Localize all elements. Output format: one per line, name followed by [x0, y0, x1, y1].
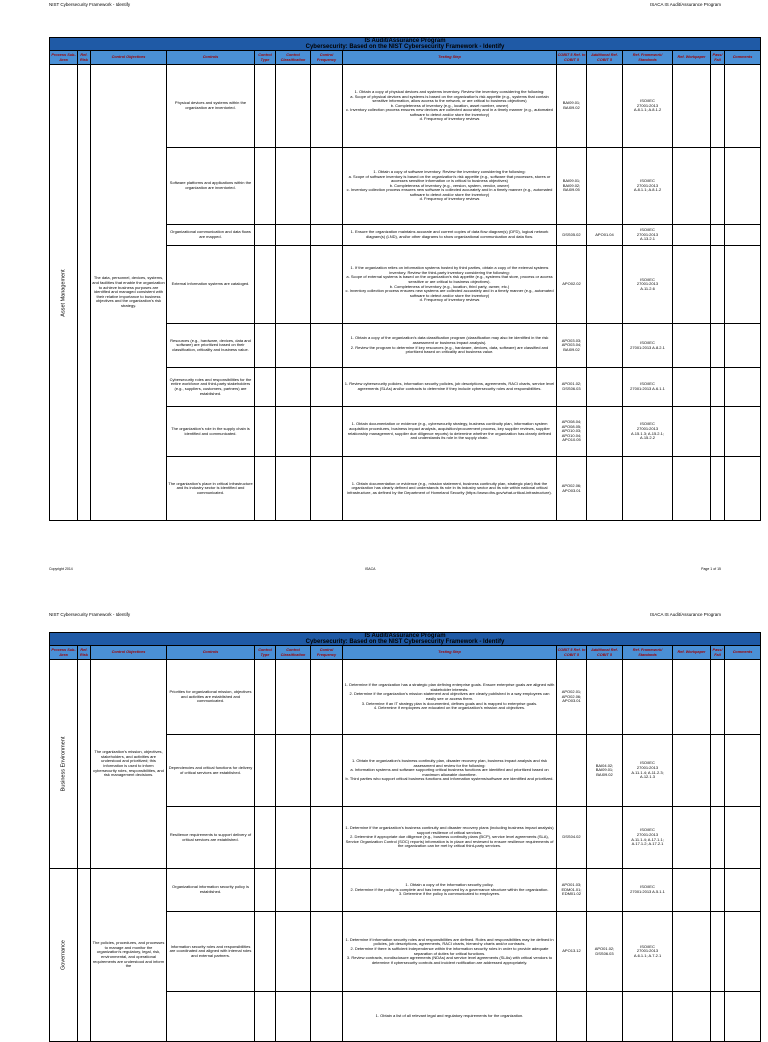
- control-objective: The policies, procedures, and processes to manage and monitor the organization's regulatory, legal, risk, environmental, and operational requirements are understood and inform the: [91, 869, 167, 1042]
- additional-ref: [587, 660, 623, 735]
- framework-ref: ISO/IEC 27001:2013 A.8.1.1; A.8.1.2: [623, 65, 673, 148]
- testing-step: 1. Obtain documentation or evidence (e.g., mission statement, business continuity plan, strategic plan) that the organization has clearly defined and understands its role in its industry sector and its role within national critical infrastructure, as defined by the Department of Homeland Security (https://www.dhs.gov/what-critical-infrastructure).: [343, 457, 557, 521]
- control-classification: [276, 457, 311, 521]
- column-header: Control Objectives: [91, 51, 167, 65]
- comments: [725, 246, 761, 324]
- control-classification: [276, 992, 311, 1042]
- control-type: [255, 65, 276, 148]
- column-header: Ref. Framework/ Standards: [623, 51, 673, 65]
- testing-step: 1. Obtain a copy of software inventory. Review the inventory considering the following: a. Scope of software inventory is based on the organization's risk appetite (e.g., software that processes, stores or accesses sensitive information or is critical to business objectives) b. Completeness of inventory (e.g., version, system, vendor, owner) c. Inventory collection process ensures new software is collected accurately and in a timely manner (e.g., automated software to detect and/or store the inventory) d. Frequency of inventory reviews: [343, 148, 557, 225]
- additional-ref: [587, 65, 623, 148]
- pass-fail: [711, 65, 725, 148]
- ref-workpaper: [673, 912, 711, 992]
- comments: [725, 992, 761, 1042]
- control: [167, 992, 255, 1042]
- column-header: Testing Step: [343, 51, 557, 65]
- control-frequency: [311, 912, 343, 992]
- process-sub-area: [50, 869, 78, 1042]
- pass-fail: [711, 807, 725, 869]
- cobit-ref: APO02.02: [557, 246, 587, 324]
- ref-workpaper: [673, 246, 711, 324]
- column-header: Ref. Framework/ Standards: [623, 646, 673, 660]
- column-header: Comments: [725, 51, 761, 65]
- framework-ref: ISO/IEC 27001:2013 A.13.2.1: [623, 225, 673, 246]
- control-objective: The organization's mission, objectives, stakeholders, and activities are understood and prioritized; this information is used to inform cybersecurity roles, responsibilities, and risk management decisions.: [91, 660, 167, 869]
- control-frequency: [311, 735, 343, 807]
- control-objective: The data, personnel, devices, systems, and facilities that enable the organization to achieve business purposes are identified and managed consistent with their relative importance to business objectives and the organization's risk strategy.: [91, 65, 167, 521]
- column-header: Ref. Workpaper: [673, 51, 711, 65]
- page-2: [0, 610, 768, 1024]
- framework-ref: ISO/IEC 27001:2013 A.11.1.4; A.17.1.1; A.17.1.2; A.17.2.1: [623, 807, 673, 869]
- control-type: [255, 457, 276, 521]
- comments: [725, 225, 761, 246]
- comments: [725, 660, 761, 735]
- additional-ref: APO01.04: [587, 225, 623, 246]
- pass-fail: [711, 368, 725, 407]
- pass-fail: [711, 992, 725, 1042]
- comments: [725, 324, 761, 368]
- control-type: [255, 246, 276, 324]
- additional-ref: [587, 368, 623, 407]
- audit-table: [49, 37, 761, 521]
- ref-workpaper: [673, 368, 711, 407]
- column-header: Control Type: [255, 646, 276, 660]
- column-header: Control Classification: [276, 51, 311, 65]
- ref-workpaper: [673, 660, 711, 735]
- column-header: COBIT 5 Ref. to COBIT 5: [557, 646, 587, 660]
- ref-workpaper: [673, 148, 711, 225]
- cobit-ref: BAI09.01; BAI09.02; BAI09.05: [557, 148, 587, 225]
- framework-ref: ISO/IEC 27001:2013 A.6.1.1: [623, 368, 673, 407]
- column-header: Control Frequency: [311, 51, 343, 65]
- framework-ref: ISO/IEC 27001:2013 A.6.1.1; A.7.2.1: [623, 912, 673, 992]
- comments: [725, 735, 761, 807]
- column-header: Ref. Workpaper: [673, 646, 711, 660]
- cobit-ref: [557, 735, 587, 807]
- column-header: Controls: [167, 646, 255, 660]
- testing-step: 1. Ensure the organization maintains accurate and current copies of data flow diagram(s) (DFD), logical network diagram(s) (LND), and/or other diagrams to show organizational communication and data flow.: [343, 225, 557, 246]
- process-area-label: Business Environment: [60, 736, 67, 792]
- program-name: ISACA IS Audit/Assurance Program: [649, 2, 721, 7]
- control-frequency: [311, 324, 343, 368]
- control-frequency: [311, 660, 343, 735]
- page-header: NIST Cybersecurity Framework - Identify ISACA IS Audit/Assurance Program: [49, 612, 721, 617]
- additional-ref: [587, 324, 623, 368]
- framework-ref: ISO/IEC 27001:2013 A.8.1.1; A.8.1.2: [623, 148, 673, 225]
- column-header: Controls: [167, 51, 255, 65]
- control-type: [255, 368, 276, 407]
- ref-workpaper: [673, 869, 711, 912]
- control-classification: [276, 368, 311, 407]
- comments: [725, 407, 761, 457]
- framework-ref: ISO/IEC 27001:2013 A.8.2.1: [623, 324, 673, 368]
- column-header: Control Frequency: [311, 646, 343, 660]
- control: Dependencies and critical functions for delivery of critical services are established.: [167, 735, 255, 807]
- table-row: [50, 660, 761, 735]
- control: Resilience requirements to support delivery of critical services are established.: [167, 807, 255, 869]
- control-frequency: [311, 869, 343, 912]
- pass-fail: [711, 324, 725, 368]
- comments: [725, 807, 761, 869]
- testing-step: 1. Determine if the organization has a strategic plan defining enterprise goals. Ensure enterprise goals are aligned with stakeholder interests. 2. Determine if the organization's mission statement and objectives are clearly published in a way employees can easily see or access them. 3. Determine if an IT strategy plan is documented, defines goals and is mapped to enterprise goals. 4. Determine if employees are educated on the organization's mission and objectives.: [343, 660, 557, 735]
- ref-workpaper: [673, 225, 711, 246]
- comments: [725, 368, 761, 407]
- column-header: Control Type: [255, 51, 276, 65]
- additional-ref: APO01.02; DSS06.03: [587, 912, 623, 992]
- page-header: [0, 0, 768, 12]
- column-header: Additional Ref. COBIT 5: [587, 646, 623, 660]
- control-classification: [276, 735, 311, 807]
- control: The organization's place in critical infrastructure and its industry sector is identified and communicated.: [167, 457, 255, 521]
- testing-step: 1. Obtain a copy of physical devices and systems inventory. Review the inventory considering the following: a. Scope of physical devices and systems is based on the organization's risk appetite (e.g., systems that contain sensitive information, allow access to the network, or are critical to business objectives) b. Completeness of inventory (e.g., location, asset number, owner) c. Inventory collection process ensures new devices are collected accurately and in a timely manner (e.g., automated software to detect and/or store the inventory) d. Frequency of inventory reviews: [343, 65, 557, 148]
- column-header: COBIT 5 Ref. to COBIT 5: [557, 51, 587, 65]
- pass-fail: [711, 735, 725, 807]
- cobit-ref: APO08.04; APO08.05; APO10.03; APO10.04; APO10.05: [557, 407, 587, 457]
- framework-ref: ISO/IEC 27001:2013 A.15.1.3; A.15.2.1; A.15.2.2: [623, 407, 673, 457]
- framework-ref: [623, 457, 673, 521]
- table-title: IS Audit/Assurance Program Cybersecurity: Based on the NIST Cybersecurity Framework - Identify: [50, 633, 761, 646]
- additional-ref: BAI04.02; BAI09.01; BAI09.02: [587, 735, 623, 807]
- ref-workpaper: [673, 65, 711, 148]
- ref-workpaper: [673, 324, 711, 368]
- pass-fail: [711, 457, 725, 521]
- column-header: Comments: [725, 646, 761, 660]
- testing-step: 1. If the organization relies on information systems hosted by third parties, obtain a copy of the external systems inventory. Review the third-party inventory considering the following: a. Scope of external systems is based on the organization's risk appetite (e.g., systems that store, process or access sensitive or are critical to business objectives). b. Completeness of inventory (e.g., location, third party, owner, etc.) c. Inventory collection process ensures new systems are collected accurately and in a timely manner (e.g., automated software to detect and/or store the inventory) d. Frequency of inventory reviews: [343, 246, 557, 324]
- cobit-ref: APO02.01; APO02.06; APO03.01: [557, 660, 587, 735]
- additional-ref: [587, 992, 623, 1042]
- control-type: [255, 225, 276, 246]
- control-frequency: [311, 992, 343, 1042]
- comments: [725, 912, 761, 992]
- column-header: Additional Ref. COBIT 5: [587, 51, 623, 65]
- cobit-ref: APO02.06; APO03.01: [557, 457, 587, 521]
- table-title: IS Audit/Assurance Program Cybersecurity: Based on the NIST Cybersecurity Framework - Identify: [50, 38, 761, 51]
- ref-workpaper: [673, 735, 711, 807]
- control: External information systems are cataloged.: [167, 246, 255, 324]
- doc-title: NIST Cybersecurity Framework - Identify: [49, 2, 131, 7]
- comments: [725, 65, 761, 148]
- additional-ref: [587, 869, 623, 912]
- additional-ref: [587, 407, 623, 457]
- column-header: Process Sub-Area: [50, 646, 78, 660]
- process-sub-area: [50, 65, 78, 521]
- control: Resources (e.g., hardware, devices, data and software) are prioritized based on their classification, criticality and business value.: [167, 324, 255, 368]
- testing-step: 1. Determine if the organization's business continuity and disaster recovery plans (including business impact analysis) support resilience of critical services. 2. Determine if appropriate due diligence (e.g., business continuity plans (BCP), service level agreements (SLA), Service Organization Control (SOC) reports) information is in place and reviewed to ensure resilience requirements of the organization can be met by critical third-party services.: [343, 807, 557, 869]
- control: Physical devices and systems within the organization are inventoried.: [167, 65, 255, 148]
- pass-fail: [711, 660, 725, 735]
- ref-workpaper: [673, 407, 711, 457]
- control: Organizational communication and data flows are mapped.: [167, 225, 255, 246]
- testing-step: 1. Determine if information security roles and responsibilities are defined. Roles and responsibilities may be defined in policies, job descriptions, agreements, RACI charts, hierarchy charts and/or contracts. 2. Determine if there is sufficient independence within the information security roles in order to provide adequate separation of duties for critical functions. 3. Review contracts, nondisclosure agreements (NDAs) and service level agreements (SLAs) with critical vendors to determine if cybersecurity controls and incident notification are addressed appropriately.: [343, 912, 557, 992]
- testing-step: 1. Review cybersecurity policies, information security policies, job descriptions, agreements, RACI charts, service level agreements (SLAs) and/or contracts to determine if they include cybersecurity roles and responsibilities.: [343, 368, 557, 407]
- framework-ref: ISO/IEC 27001:2013 A.11.1.4; A.11.2.3; A.12.1.3: [623, 735, 673, 807]
- ref-risk: [78, 660, 91, 869]
- cobit-ref: [557, 992, 587, 1042]
- control-type: [255, 869, 276, 912]
- column-header: Testing Step: [343, 646, 557, 660]
- column-header: Process Sub-Area: [50, 51, 78, 65]
- control-classification: [276, 407, 311, 457]
- table-row: [50, 65, 761, 148]
- ref-risk: [78, 869, 91, 1042]
- cobit-ref: DSS04.02: [557, 807, 587, 869]
- control-classification: [276, 225, 311, 246]
- process-area-label: Governance: [60, 940, 67, 970]
- column-header: Pass/ Fail: [711, 51, 725, 65]
- control-classification: [276, 660, 311, 735]
- control-frequency: [311, 457, 343, 521]
- pass-fail: [711, 246, 725, 324]
- process-sub-area: [50, 660, 78, 869]
- testing-step: 1. Obtain a copy of the information security policy. 2. Determine if the policy is complete and has been approved by a governance structure within the organization. 3. Determine if the policy is communicated to employees.: [343, 869, 557, 912]
- table-row: [50, 869, 761, 912]
- control-classification: [276, 148, 311, 225]
- testing-step: 1. Obtain a copy of the organization's data classification program (classification may also be identified in the risk assessment or business impact analysis). 2. Review the program to determine if key resources (e.g., hardware, devices, data, software) are classified and prioritized based on criticality and business value.: [343, 324, 557, 368]
- control-classification: [276, 324, 311, 368]
- control: The organization's role in the supply chain is identified and communicated.: [167, 407, 255, 457]
- control-frequency: [311, 407, 343, 457]
- pass-fail: [711, 148, 725, 225]
- framework-ref: ISO/IEC 27001:2013 A.11.2.6: [623, 246, 673, 324]
- column-header: Pass/ Fail: [711, 646, 725, 660]
- additional-ref: [587, 246, 623, 324]
- control-type: [255, 912, 276, 992]
- control-type: [255, 407, 276, 457]
- comments: [725, 148, 761, 225]
- control-frequency: [311, 807, 343, 869]
- cobit-ref: DSS05.02: [557, 225, 587, 246]
- control-type: [255, 148, 276, 225]
- column-header: Control Objectives: [91, 646, 167, 660]
- pass-fail: [711, 912, 725, 992]
- ref-workpaper: [673, 992, 711, 1042]
- ref-workpaper: [673, 807, 711, 869]
- control-type: [255, 735, 276, 807]
- framework-ref: [623, 660, 673, 735]
- control: Organizational information security policy is established.: [167, 869, 255, 912]
- control-classification: [276, 807, 311, 869]
- ref-workpaper: [673, 457, 711, 521]
- control-type: [255, 807, 276, 869]
- control: Software platforms and applications within the organization are inventoried.: [167, 148, 255, 225]
- column-header: Ref. Risk: [78, 646, 91, 660]
- control: Information security roles and responsibilities are coordinated and aligned with internal roles and external partners.: [167, 912, 255, 992]
- control-classification: [276, 912, 311, 992]
- additional-ref: [587, 807, 623, 869]
- testing-step: 1. Obtain a list of all relevant legal and regulatory requirements for the organization.: [343, 992, 557, 1042]
- pass-fail: [711, 225, 725, 246]
- control: Priorities for organizational mission, objectives and activities are established and communicated.: [167, 660, 255, 735]
- column-header: Ref. Risk: [78, 51, 91, 65]
- cobit-ref: BAI09.01; BAI09.02: [557, 65, 587, 148]
- control-type: [255, 660, 276, 735]
- cobit-ref: APO03.03; APO03.04; BAI09.02: [557, 324, 587, 368]
- control-frequency: [311, 148, 343, 225]
- ref-risk: [78, 65, 91, 521]
- additional-ref: [587, 457, 623, 521]
- cobit-ref: APO01.03; EDM01.01; EDM01.02: [557, 869, 587, 912]
- pass-fail: [711, 407, 725, 457]
- control-frequency: [311, 225, 343, 246]
- control-frequency: [311, 368, 343, 407]
- framework-ref: ISO/IEC 27001:2013 A.5.1.1: [623, 869, 673, 912]
- comments: [725, 457, 761, 521]
- column-header: Control Classification: [276, 646, 311, 660]
- control-classification: [276, 246, 311, 324]
- process-area-label: Asset Management: [60, 268, 67, 317]
- testing-step: 1. Obtain documentation or evidence (e.g., cybersecurity strategy, business continuity plan, information system acquisition procedures, business impact analysis, acquisition/procurement process, key supplier reviews, supplier relationship management, supplier due diligence reports) to determine whether the organization has clearly defined and understands its role in the supply chain.: [343, 407, 557, 457]
- control-frequency: [311, 246, 343, 324]
- audit-table: [49, 632, 761, 1042]
- framework-ref: [623, 992, 673, 1042]
- cobit-ref: APO13.12: [557, 912, 587, 992]
- testing-step: 1. Obtain the organization's business continuity plan, disaster recovery plan, business impact analysis and risk assessment and review for the following: a. Information systems and software supporting critical business functions are identified and prioritized based on maximum allowable downtime. b. Third parties who support critical business functions and information systems/software are identified and prioritized.: [343, 735, 557, 807]
- control-type: [255, 992, 276, 1042]
- cobit-ref: APO01.02; DSS06.03: [557, 368, 587, 407]
- control-classification: [276, 65, 311, 148]
- pass-fail: [711, 869, 725, 912]
- control: Cybersecurity roles and responsibilities for the entire workforce and third-party stakeholders (e.g., suppliers, customers, partners) are established.: [167, 368, 255, 407]
- control-type: [255, 324, 276, 368]
- additional-ref: [587, 148, 623, 225]
- control-classification: [276, 869, 311, 912]
- control-frequency: [311, 65, 343, 148]
- page-1: NIST Cybersecurity Framework - Identify ISACA IS Audit/Assurance Program IS Audit/Assurance Program Cybersecurity: Based on the NIST Cybersecurity Framework - Identify Process Sub-Area Ref. Risk Control Objectives Controls Control Type Control Classification Control Frequency Testing Step COBIT 5 Ref. to COBIT 5 Additional Ref. COBIT 5 Ref. Framework/ Standards Ref. Workpaper Pass/ Fail Comments Asset Management The data, personnel, devices, systems, and facilities that enable the organization to achieve business purposes are identified and managed consistent with their relative importance to business objectives and the organization's risk strategy. Physical devices and systems within the organization are inventoried. 1. Obtain a copy of physical devices and systems inventory. Review the inventory considering the following: a. Scope of physical devices and systems is based on the organization's risk appetite (e.g., systems that contain sensitive information, allow access to the network, or are critical to business objectives) b. Completeness of inventory (e.g., location, asset number, owner) c. Inventory collection process ensures new devices are collected accurately and in a timely manner (e.g., automated software to detect and/or store the inventory) d. Frequency of inventory reviews BAI09.01; BAI09.02 ISO/IEC 27001:2013 A.8.1.1; A.8.1.2 Software platforms and applications within the organization are inventoried. 1. Obtain a copy of software inventory. Review the inventory considering the following: a. Scope of software inventory is based on the organization's risk appetite (e.g., software that processes, stores or accesses sensitive information or is critical to business objectives) b. Completeness of inventory (e.g., version, system, vendor, owner) c. Inventory collection process ensures new software is collected accurately and in a timely manner (e.g., automated software to detect and/or store the inventory) d. Frequency of inventory reviews BAI09.01; BAI09.02; BAI09.05 ISO/IEC 27001:2013 A.8.1.1; A.8.1.2 Organizational communication and data flows are mapped. 1. Ensure the organization maintains accurate and current copies of data flow diagram(s) (DFD), logical network diagram(s) (LND), and/or other diagrams to show organizational communication and data flow. DSS05.02 APO01.04 ISO/IEC 27001:2013 A.13.2.1 External information systems are cataloged. 1. If the organization relies on information systems hosted by third parties, obtain a copy of the external systems inventory. Review the third-party inventory considering the following: a. Scope of external systems is based on the organization's risk appetite (e.g., systems that store, process or access sensitive or are critical to business objectives). b. Completeness of inventory (e.g., location, third party, owner, etc.) c. Inventory collection process ensures new systems are collected accurately and in a timely manner (e.g., automated software to detect and/or store the inventory) d. Frequency of inventory reviews APO02.02 ISO/IEC 27001:2013 A.11.2.6 Resources (e.g., hardware, devices, data and software) are prioritized based on their classification, criticality and business value. 1. Obtain a copy of the organization's data classification program (classification may also be identified in the risk assessment or business impact analysis). 2. Review the program to determine if key resources (e.g., hardware, devices, data, software) are classified and prioritized based on criticality and business value. APO03.03; APO03.04; BAI09.02 ISO/IEC 27001:2013 A.8.2.1 Cybersecurity roles and responsibilities for the entire workforce and third-party stakeholders (e.g., suppliers, customers, partners) are established. 1. Review cybersecurity policies, information security policies, job descriptions, agreements, RACI charts, service level agreements (SLAs) and/or contracts to determine if they include cybersecurity roles and responsibilities. APO01.02; DSS06.03 ISO/IEC 27001:2013 A.6.1.1 The organization's role in the supply chain is identified and communicated. 1. Obtain documentation or evidence (e.g., cybersecurity strategy, business continuity plan, information system acquisition procedures, business impact analysis, acquisition/procurement process, key supplier reviews, supplier relationship management, supplier due diligence reports) to determine whether the organization has clearly defined and understands its role in the supply chain. APO08.04; APO08.05; APO10.03; APO10.04; APO10.05 ISO/IEC 27001:2013 A.15.1.3; A.15.2.1; A.15.2.2 The organization's place in critical infrastructure and its industry sector is identified and communicated. 1. Obtain documentation or evidence (e.g., mission statement, business continuity plan, strategic plan) that the organization has clearly defined and understands its role in its industry sector and its role within national critical infrastructure, as defined by the Department of Homeland Security (https://www.dhs.gov/what-critical-infrastructure). APO02.06; APO03.01 Copyright 2014 ISACA Page 1 of 15: [0, 0, 768, 580]
- comments: [725, 869, 761, 912]
